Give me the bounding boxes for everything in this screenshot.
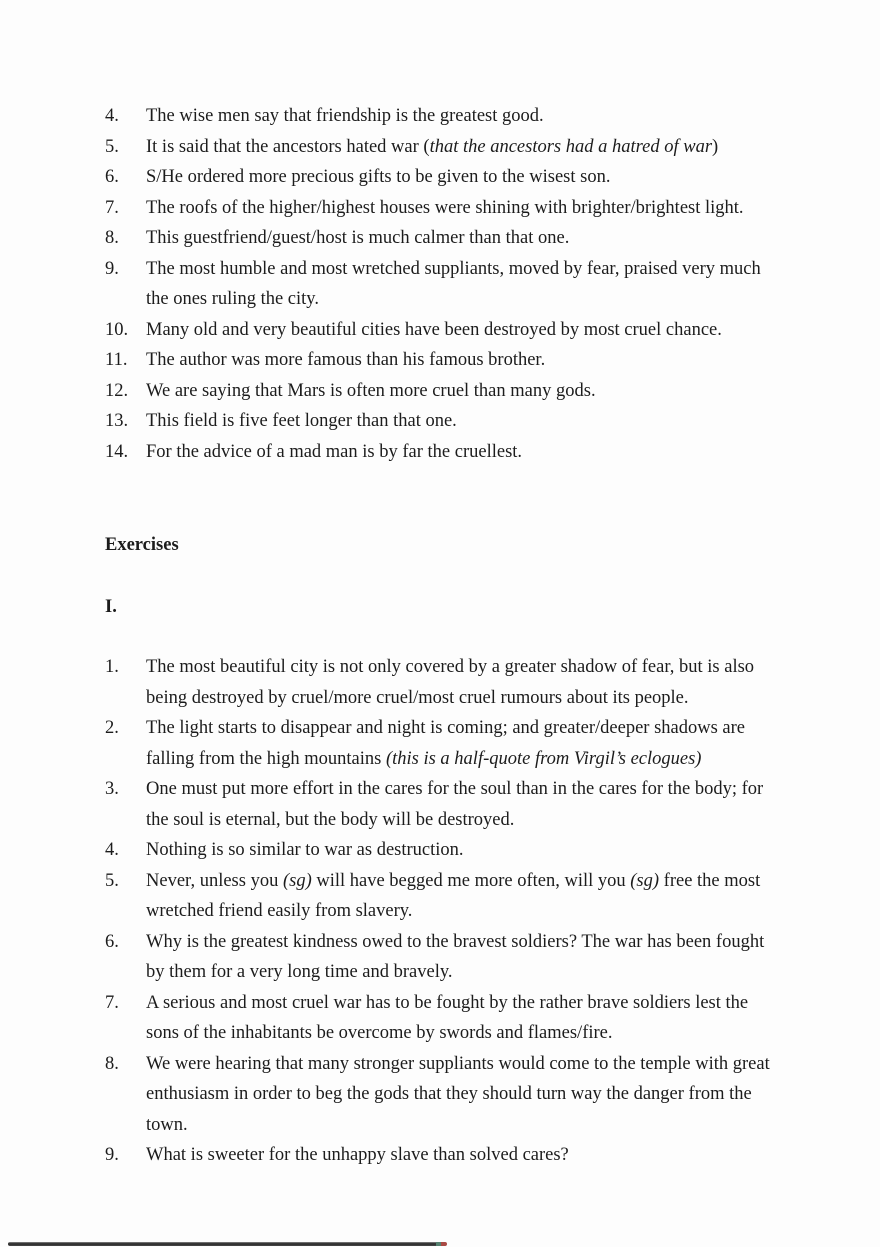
- item-text: For the advice of a mad man is by far the cruellest.: [146, 441, 523, 462]
- item-text: This field is five feet longer than that one.: [146, 411, 457, 431]
- list-item: [105, 652, 775, 713]
- translation-list: [105, 101, 775, 467]
- list-item: [105, 376, 775, 407]
- item-text: This guestfriend/guest/host is much calmer than that one.: [146, 228, 570, 248]
- item-text: We are saying that Mars is often more cruel than many gods.: [146, 380, 596, 401]
- exercises-heading: Exercises: [105, 535, 179, 555]
- item-number: 10.: [105, 319, 129, 340]
- progress-bar: [8, 1242, 447, 1246]
- item-text: Many old and very beautiful cities have been destroyed by most cruel chance.: [146, 319, 722, 340]
- item-number: 9.: [105, 258, 119, 279]
- item-text: Never, unless you (sg) will have begged me more often, will you (sg) free the most wretched friend easily from slavery.: [146, 870, 761, 921]
- item-number: 8.: [105, 1053, 119, 1074]
- item-number: 5.: [105, 870, 119, 891]
- item-number: 6.: [105, 167, 119, 187]
- section-heading: I.: [105, 596, 117, 617]
- item-number: 9.: [105, 1145, 119, 1165]
- list-item: [105, 774, 775, 835]
- progress-tip-red: [441, 1242, 447, 1246]
- list-item: [105, 866, 775, 927]
- item-number: 1.: [105, 657, 119, 677]
- item-text: Why is the greatest kindness owed to the bravest soldiers? The war has been fought by them for a very long time and bravely.: [146, 931, 765, 982]
- item-text: The most humble and most wretched suppliants, moved by fear, praised very much the ones ruling the city.: [146, 258, 761, 309]
- exercise-list: [105, 652, 775, 1171]
- list-item: [105, 193, 775, 224]
- item-text: The wise men say that friendship is the greatest good.: [146, 106, 544, 126]
- list-item: [105, 223, 775, 254]
- item-text: The most beautiful city is not only covered by a greater shadow of fear, but is also being destroyed by cruel/more cruel/most cruel rumours about its people.: [146, 657, 755, 708]
- item-number: 8.: [105, 228, 119, 248]
- item-text: Nothing is so similar to war as destruction.: [146, 840, 464, 860]
- list-item: [105, 101, 775, 132]
- list-item: [105, 988, 775, 1049]
- item-text: It is said that the ancestors hated war (that the ancestors had a hatred of war): [146, 136, 719, 157]
- item-text: The roofs of the higher/highest houses were shining with brighter/brightest light.: [146, 197, 744, 218]
- item-number: 13.: [105, 411, 129, 431]
- list-item: [105, 132, 775, 163]
- item-number: 4.: [105, 106, 119, 126]
- item-number: 6.: [105, 931, 119, 952]
- item-number: 7.: [105, 197, 119, 218]
- list-item: [105, 1049, 775, 1141]
- item-text: What is sweeter for the unhappy slave than solved cares?: [146, 1145, 569, 1165]
- item-text: One must put more effort in the cares for the soul than in the cares for the body; for the soul is eternal, but the body will be destroyed.: [146, 779, 764, 830]
- item-text: S/He ordered more precious gifts to be given to the wisest son.: [146, 167, 611, 187]
- item-text: We were hearing that many stronger suppliants would come to the temple with great enthusiasm in order to beg the gods that they should turn way the danger from the town.: [146, 1053, 770, 1135]
- item-number: 5.: [105, 136, 119, 157]
- list-item: [105, 406, 775, 437]
- list-item: [105, 713, 775, 774]
- list-item: [105, 162, 775, 193]
- item-text: A serious and most cruel war has to be fought by the rather brave soldiers lest the sons of the inhabitants be overcome by swords and flames/fire.: [146, 992, 749, 1043]
- item-number: 7.: [105, 992, 119, 1013]
- item-number: 3.: [105, 779, 119, 799]
- progress-fill: [8, 1242, 436, 1246]
- list-item: [105, 835, 775, 866]
- item-text: The light starts to disappear and night is coming; and greater/deeper shadows are falling from the high mountains (this is a half-quote from Virgil’s eclogues): [146, 718, 746, 769]
- list-item: [105, 927, 775, 988]
- item-number: 14.: [105, 441, 129, 462]
- item-number: 12.: [105, 380, 129, 401]
- item-number: 4.: [105, 840, 119, 860]
- list-item: [105, 315, 775, 346]
- item-number: 11.: [105, 350, 128, 370]
- list-item: [105, 254, 775, 315]
- list-item: [105, 345, 775, 376]
- list-item: [105, 1140, 775, 1171]
- item-number: 2.: [105, 718, 119, 738]
- item-text: The author was more famous than his famous brother.: [146, 350, 546, 370]
- list-item: [105, 437, 775, 468]
